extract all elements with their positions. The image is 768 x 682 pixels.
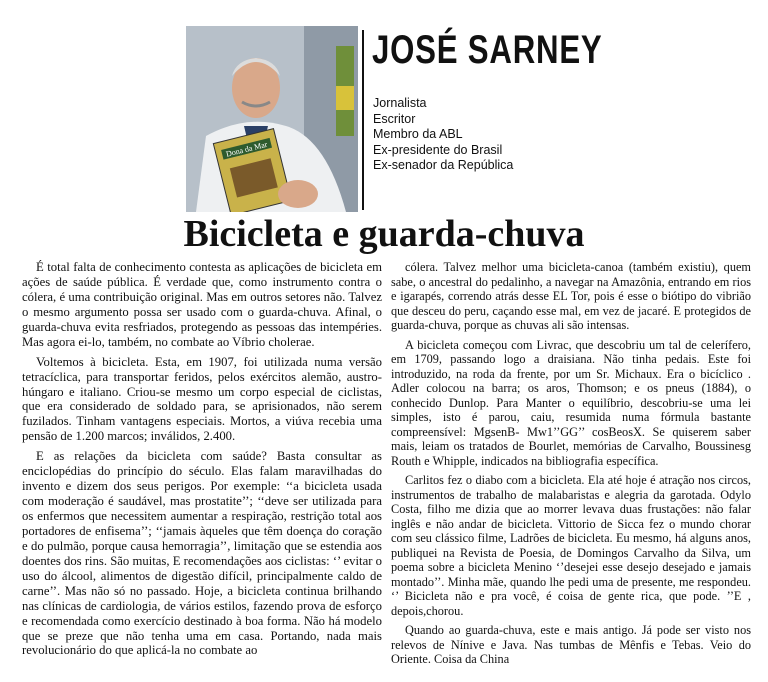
header-divider xyxy=(362,30,364,210)
article-column-2 xyxy=(391,260,751,672)
author-title: Escritor xyxy=(373,111,416,126)
book-title: Dona da Mar xyxy=(225,139,269,159)
article-headline: Bicicleta e guarda-chuva xyxy=(183,213,585,255)
paragraph: Carlitos fez o diabo com a bicicleta. Ela até hoje é atração nos circos, instrumentos de trabalho de malabaristas e alegria da garotada. Odylo Costa, filho me dizia que ao morrer levava duas frustações: não falar inglês e não andar de bicicleta. Vittorio de Sicca fez o mundo chorar com seu clássico filme, Ladrões de bicicleta. Eu mesmo, há alguns anos, publiquei na Revista de Poesia, de Domingos Carvalho da Silva, um poema sobre a bicicleta Menino ‘’desejei esse desejo desejado e jamais montado’’. Minha mãe, quando lhe pedi uma de presente, me respondeu. ‘’ Bicicleta não e pra você, é coisa de gente rica, que pode. ’’E , depois,chorou. xyxy=(391,473,751,618)
author-photo xyxy=(186,26,358,212)
paragraph: Quando ao guarda-chuva, este e mais antigo. Já pode ser visto nos relevos de Nínive e Java. Nas tumbas de Mênfis e Tebas. Veio do Oriente. Coisa da China xyxy=(391,623,751,666)
paragraph: A bicicleta começou com Livrac, que descobriu um tal de celerífero, em 1709, passando logo a draisiana. Não tinha pedais. Este foi introduzido, na roda da frente, por um Sr. Michaux. Era o bicíclico . Adler colocou na barra; os aros, Thomson; e os pneus (1884), o conhecido Dunlop. Para Manter o equilíbrio, descobriu-se uma lei simples, isto é parou, caiu, resumida numa fórmula bastante compreensível: MgsenB- Mw1’’GG’’ cosBeosX. Se quiserem saber mais, leiam os tratados de Bourlet, memórias de Carvalho, Boussinesg Routh e Whipple, indicados na bibliografia específica. xyxy=(391,337,751,468)
paragraph: Voltemos à bicicleta. Esta, em 1907, foi utilizada numa versão tetracíclica, para transportar feridos, pelos exércitos alemão, austro-húngaro e italiano. Criou-se mesmo um corpo especial de ciclistas, que era considerado de soldado para, se aprisionados, não serem fuzilados. Tinham vantagens especiais. Mortos, a viúva recebia uma pensão de 1.200 marcos; inválidos, 2.400. xyxy=(22,354,382,444)
paragraph: É total falta de conhecimento contesta as aplicações de bicicleta em ações de saúde pública. É verdade que, como instrumento contra o cólera, é uma contribuição original. Mas em outros setores não. Talvez o mesmo argumento possa ser usado com o guarda-chuva. Afinal, o guarda-chuva evita resfriados, protegendo as pessoas das intempéries. Mas agora ei-lo, também, no combate ao Víbrio cholerae. xyxy=(22,260,382,349)
paragraph: E as relações da bicicleta com saúde? Basta consultar as enciclopédias do princípio do século. Elas falam maravilhadas do invento e dizem dos seus perigos. Por exemple: ‘‘a bicicleta usada com moderação é saudável, mas prostatite’’; ‘‘deve ser utilizada para os enfermos que necessitem aumentar a respiração, restrição total aos portadores de enfisema’’; ‘‘jamais àqueles que têm doença do coração e do pulmão, porque causa hemorragia’’, limitação que se estendia aos doentes dos rins. São muitas, E recomendações aos ciclistas: ‘’ evitar o uso do álcool, alimentos de digestão difícil, principalmente caldo de carne’’. Mas não só no passado. Hoje, a bicicleta continua brilhando nas clínicas de cardiologia, de vários estilos, fazendo prova de esforço e recomendada como exercício destinado à boa forma. Não há modelo que se preze que não tenha uma em casa. Portando, nada mais revolucionário do que aplicá-la no combate ao xyxy=(22,449,382,658)
author-title: Membro da ABL xyxy=(373,127,463,141)
author-titles xyxy=(373,96,513,174)
author-title: Ex-senador da República xyxy=(373,158,514,172)
author-title: Jornalista xyxy=(373,96,427,110)
paragraph: cólera. Talvez melhor uma bicicleta-canoa (também existiu), quem sabe, o ancestral do pedalinho, a navegar na Amazônia, entrando em rios e igarapés, correndo atrás desse EL Tor, pois é esse o biótipo do vibrião que desceu do peru, caçando esse mal, em vez de jacaré. E protegidos de guarda-chuva, porque as chuvas ali são intensas. xyxy=(391,260,751,332)
author-title: Ex-presidente do Brasil xyxy=(373,142,503,157)
author-portrait-icon xyxy=(186,26,358,212)
article-column-1 xyxy=(22,260,382,663)
author-name: JOSÉ SARNEY xyxy=(372,28,603,72)
